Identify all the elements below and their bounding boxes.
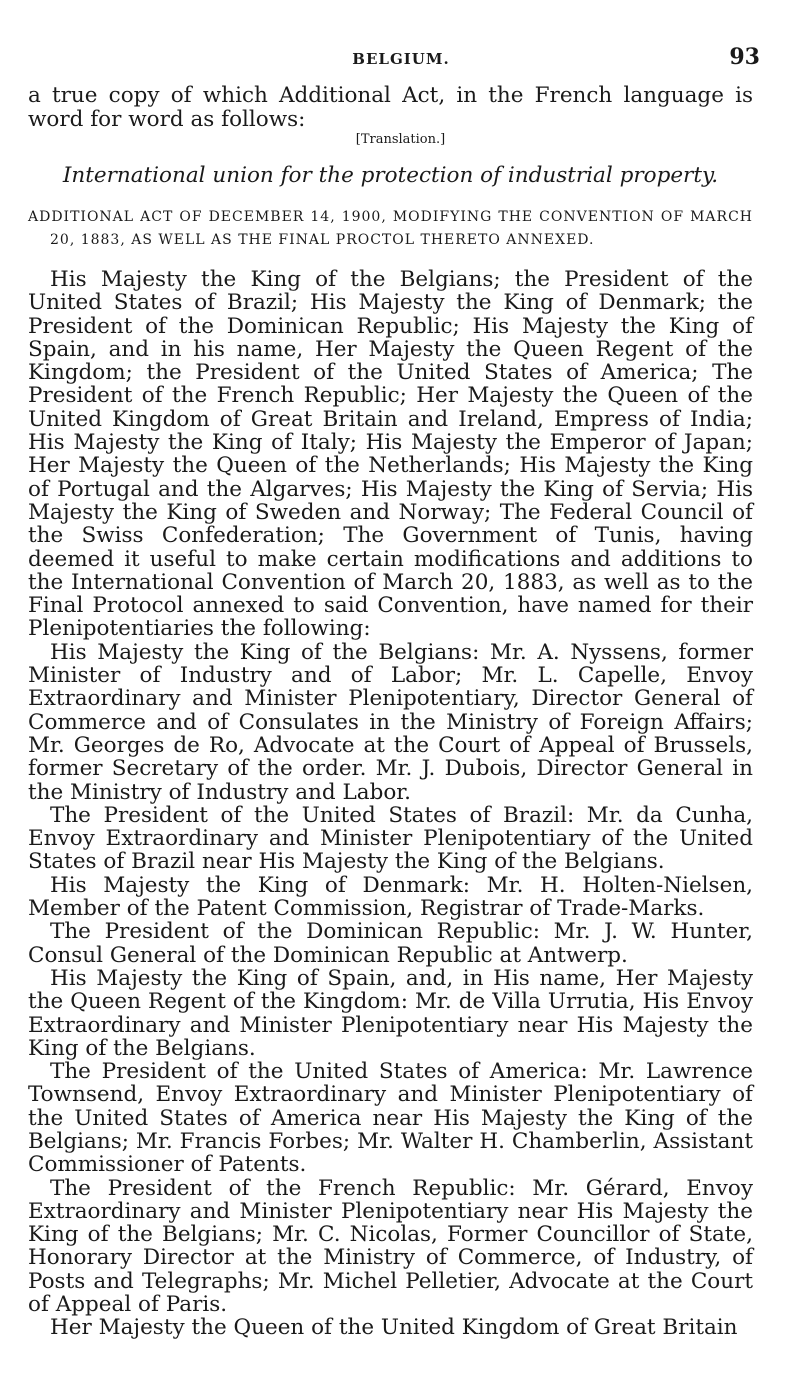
plenipotentiary-brazil: The President of the United States of Brazil: Mr. da Cunha, Envoy Extraordinary and Minister Plenipotentiary of the United States of Brazil near His Majesty the King of the Belgians. bbox=[28, 802, 753, 875]
plenipotentiary-dominican-republic: The President of the Dominican Republic: Mr. J. W. Hunter, Consul General of the Dominican Republic at Antwerp. bbox=[28, 919, 753, 968]
plenipotentiary-belgium: His Majesty the King of the Belgians: Mr. A. Nyssens, former Minister of Industry and of Labor; Mr. L. Capelle, Envoy Extraordinary and Minister Plenipotentiary, Director General of Commerce and of Consulates in the Ministry of Foreign Affairs; Mr. Georges de Ro, Advocate at the Court of Appeal of Brussels, former Secretary of the order. Mr. J. Dubois, Director General in the Ministry of Industry and Labor. bbox=[28, 639, 753, 805]
union-title: International union for the protection of industrial property. bbox=[62, 163, 719, 188]
translation-note: [Translation.] bbox=[355, 132, 446, 147]
intro-paragraph: a true copy of which Additional Act, in the French language is word for word as follows: bbox=[28, 83, 753, 132]
plenipotentiary-denmark: His Majesty the King of Denmark: Mr. H. Holten-Nielsen, Member of the Patent Commission, Registrar of Trade-Marks. bbox=[28, 872, 753, 922]
page-number: 93 bbox=[729, 44, 760, 70]
plenipotentiary-spain: His Majesty the King of Spain, and, in His name, Her Majesty the Queen Regent of the Kingdom: Mr. de Villa Urrutia, His Envoy Extraordinary and Minister Plenipotentiary near His Majesty the King of the Belgians. bbox=[28, 965, 753, 1061]
preamble-paragraph: His Majesty the King of the Belgians; the President of the United States of Brazil; His Majesty the King of Denmark; the President of the Dominican Republic; His Majesty the King of Spain, and in his name, Her Majesty the Queen Regent of the Kingdom; the President of the United States of America; The President of the French Republic; Her Majesty the Queen of the United Kingdom of Great Britain and Ireland, Empress of India; His Majesty the King of Italy; His Majesty the Emperor of Japan; Her Majesty the Queen of the Netherlands; His Majesty the King of Portugal and the Algarves; His Majesty the King of Servia; His Majesty the King of Sweden and Norway; The Federal Council of the Swiss Confederation; The Government of Tunis, having deemed it useful to make certain modifications and additions to the International Convention of March 20, 1883, as well as to the Final Protocol annexed to said Convention, have named for their Plenipotentiaries the following: bbox=[28, 267, 753, 642]
plenipotentiary-great-britain: Her Majesty the Queen of the United Kingdom of Great Britain bbox=[50, 1315, 738, 1341]
plenipotentiary-france: The President of the French Republic: Mr. Gérard, Envoy Extraordinary and Minister Plenipotentiary near His Majesty the King of the Belgians; Mr. C. Nicolas, Former Councillor of State, Honorary Director at the Ministry of Commerce, of Industry, of Posts and Telegraphs; Mr. Michel Pelletier, Advocate at the Court of Appeal of Paris. bbox=[28, 1175, 753, 1318]
act-title: ADDITIONAL ACT OF DECEMBER 14, 1900, MODIFYING THE CONVENTION OF MARCH 20, 1883, AS WELL AS THE FINAL PROCTOL THERETO ANNEXED. bbox=[28, 209, 753, 248]
plenipotentiary-united-states: The President of the United States of America: Mr. Lawrence Townsend, Envoy Extraordinary and Minister Plenipotentiary of the United States of America near His Majesty the King of the Belgians; Mr. Francis Forbes; Mr. Walter H. Chamberlin, Assistant Commissioner of Patents. bbox=[28, 1059, 753, 1178]
page-header bbox=[0, 44, 802, 72]
page-body bbox=[28, 84, 753, 1340]
running-head: BELGIUM. bbox=[352, 50, 450, 68]
